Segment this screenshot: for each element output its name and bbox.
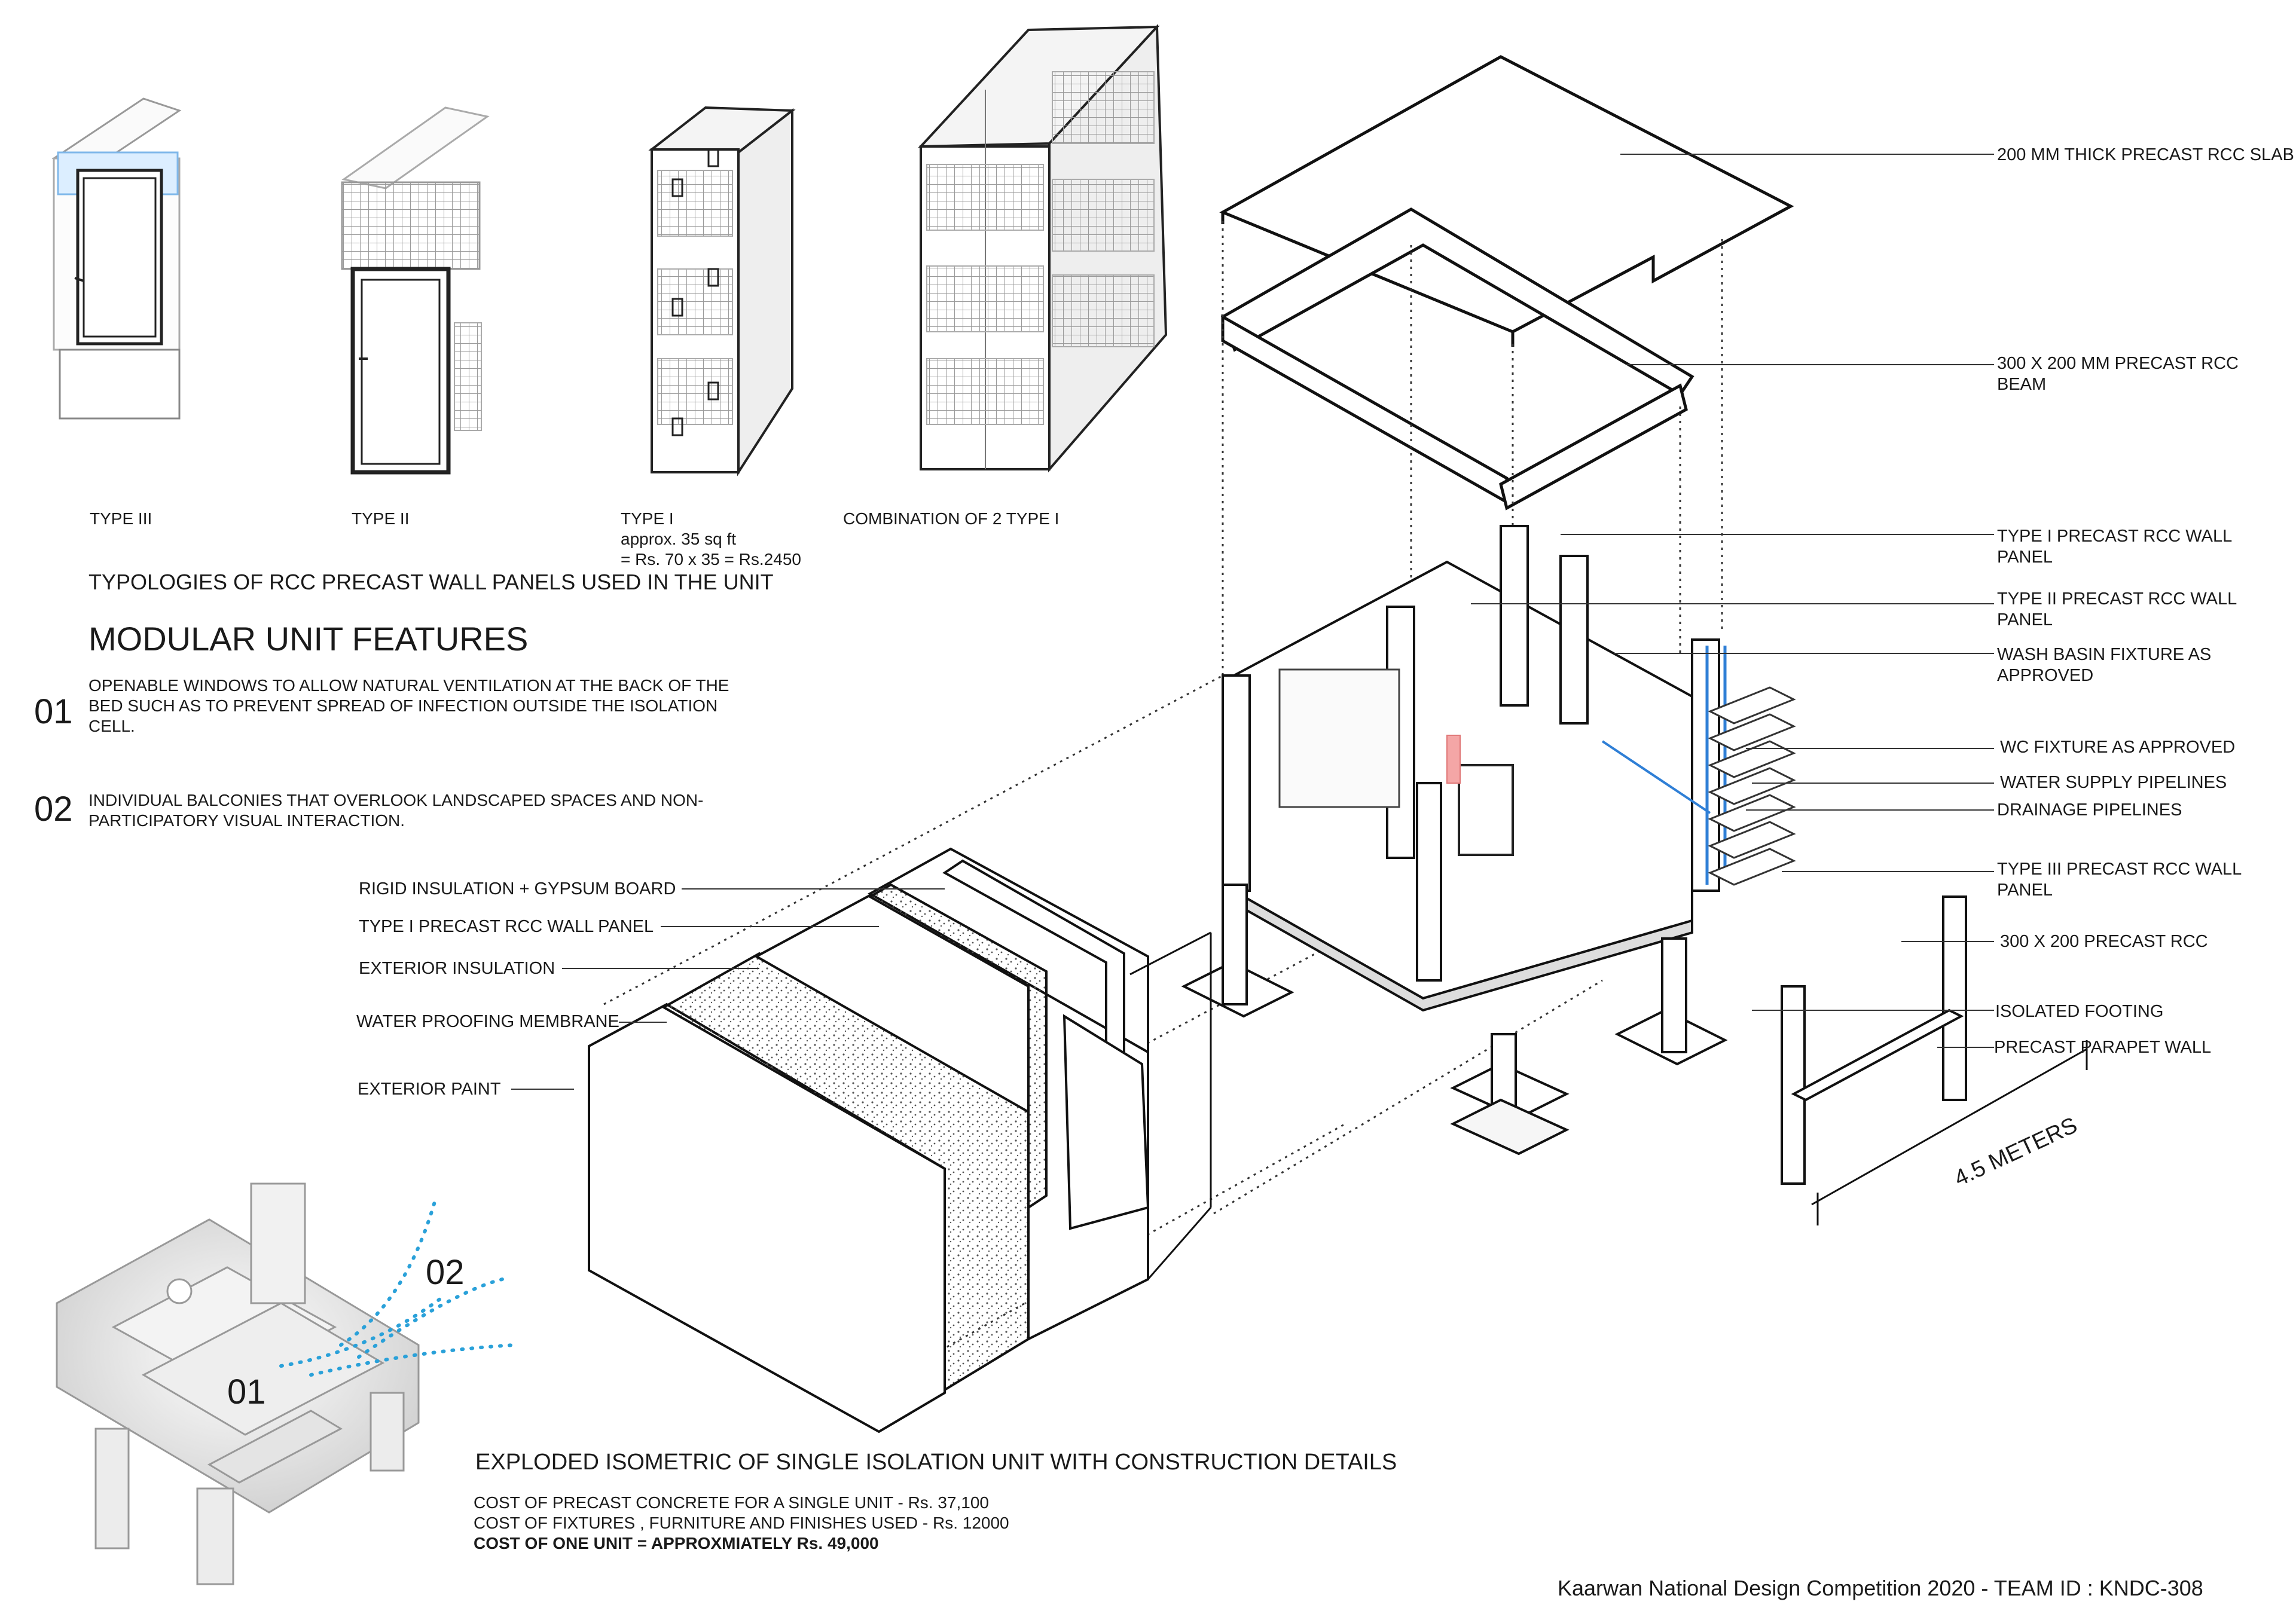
label-water-supply: WATER SUPPLY PIPELINES: [2000, 773, 2227, 792]
type-iii-panel-drawing: [54, 99, 179, 418]
cost-fixtures: COST OF FIXTURES , FURNITURE AND FINISHES USED - Rs. 12000: [474, 1514, 1009, 1532]
label-wc: WC FIXTURE AS APPROVED: [2000, 738, 2236, 757]
footer-credit: Kaarwan National Design Competition 2020 - TEAM ID : KNDC-308: [1558, 1576, 2203, 1600]
layer-label-exterior-insulation: EXTERIOR INSULATION: [359, 959, 555, 978]
layer-label-type-i-panel: TYPE I PRECAST RCC WALL PANEL: [359, 917, 654, 936]
feature-number: 02: [34, 790, 73, 829]
dimension-label: 4.5 METERS: [1950, 1112, 2081, 1192]
label-drainage: DRAINAGE PIPELINES: [1997, 800, 2182, 820]
features-heading: MODULAR UNIT FEATURES: [88, 620, 529, 658]
label-column: 300 X 200 PRECAST RCC: [2000, 932, 2208, 951]
label-type2-line2: PANEL: [1997, 610, 2053, 629]
label-basin-line1: WASH BASIN FIXTURE AS: [1997, 645, 2212, 664]
feature-text: INDIVIDUAL BALCONIES THAT OVERLOOK LANDSCAPED SPACES AND NON-PARTICIPATORY VISUAL INTERACTION.: [88, 791, 704, 830]
render-label: 01: [227, 1373, 266, 1411]
type-iii-caption: TYPE III: [90, 509, 152, 528]
type-i-area: approx. 35 sq ft: [621, 530, 737, 548]
type-i-cost: = Rs. 70 x 35 = Rs.2450: [621, 550, 801, 568]
combination-panel-drawing: [921, 27, 1166, 469]
label-type1-line1: TYPE I PRECAST RCC WALL: [1997, 527, 2233, 546]
type-ii-panel-drawing: [342, 108, 487, 472]
type-ii-caption: TYPE II: [352, 509, 410, 528]
unit-box-drawing: [1223, 526, 1725, 1010]
label-type3-line2: PANEL: [1997, 881, 2053, 900]
label-type3-line1: TYPE III PRECAST RCC WALL: [1997, 860, 2242, 879]
feature-text: OPENABLE WINDOWS TO ALLOW NATURAL VENTILATION AT THE BACK OF THE BED SUCH AS TO PREVENT SPREAD OF INFECTION OUTSIDE THE ISOLATION CELL.: [88, 676, 729, 735]
label-beam-line2: BEAM: [1997, 375, 2047, 394]
feature-number: 01: [34, 692, 73, 731]
label-beam-line1: 300 X 200 MM PRECAST RCC: [1997, 354, 2239, 373]
label-type2-line1: TYPE II PRECAST RCC WALL: [1997, 589, 2237, 609]
layer-label-rigid-insulation: RIGID INSULATION + GYPSUM BOARD: [359, 879, 676, 898]
render-label: 02: [426, 1253, 465, 1292]
typologies-heading: TYPOLOGIES OF RCC PRECAST WALL PANELS USED IN THE UNIT: [88, 570, 774, 594]
type-i-caption: TYPE I: [621, 509, 674, 528]
wall-layers-drawing: [589, 849, 1211, 1432]
type-i-panel-drawing: [652, 108, 792, 472]
cost-concrete: COST OF PRECAST CONCRETE FOR A SINGLE UNIT - Rs. 37,100: [474, 1493, 989, 1512]
label-parapet: PRECAST PARAPET WALL: [1994, 1038, 2212, 1057]
combination-caption: COMBINATION OF 2 TYPE I: [843, 509, 1060, 528]
exploded-title: EXPLODED ISOMETRIC OF SINGLE ISOLATION UNIT WITH CONSTRUCTION DETAILS: [475, 1450, 1397, 1475]
label-footing: ISOLATED FOOTING: [1995, 1002, 2164, 1021]
label-basin-line2: APPROVED: [1997, 666, 2094, 685]
label-type1-line2: PANEL: [1997, 548, 2053, 567]
layer-label-waterproofing: WATER PROOFING MEMBRANE: [356, 1012, 619, 1031]
stacked-panels-drawing: [1710, 687, 1794, 885]
label-slab: 200 MM THICK PRECAST RCC SLAB: [1997, 145, 2294, 164]
layer-label-exterior-paint: EXTERIOR PAINT: [358, 1080, 501, 1099]
cost-total: COST OF ONE UNIT = APPROXMIATELY Rs. 49,000: [474, 1534, 879, 1552]
